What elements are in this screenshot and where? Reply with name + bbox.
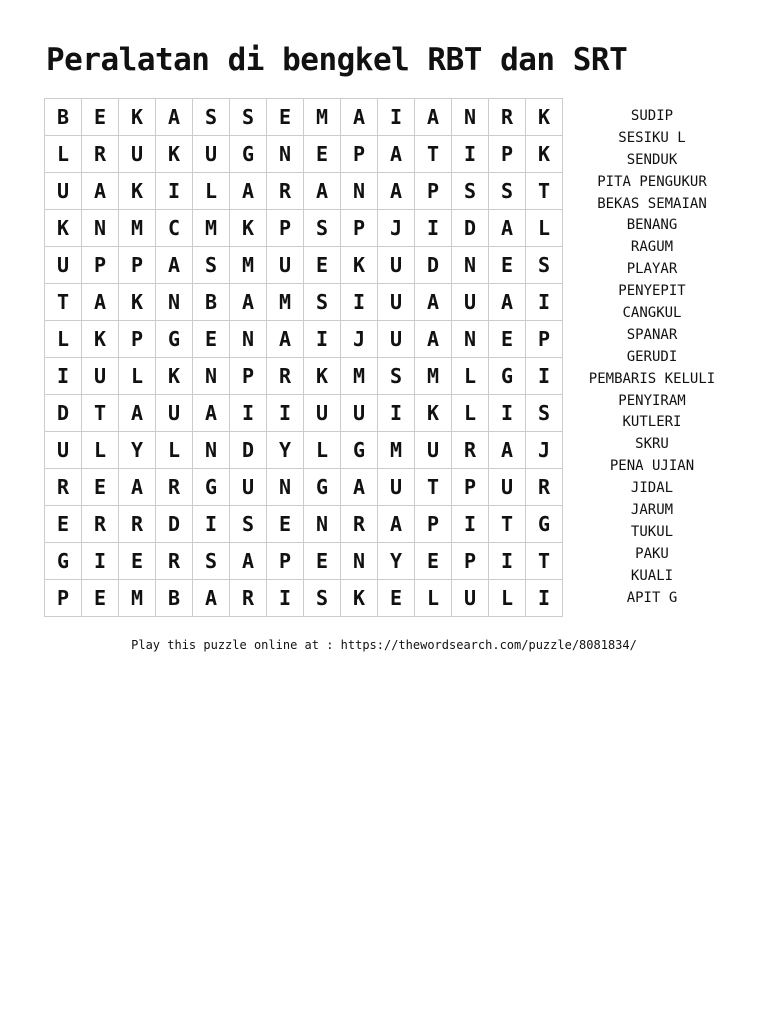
grid-cell: A — [489, 432, 526, 469]
grid-row — [45, 136, 563, 173]
word-list-item: APIT G — [626, 589, 678, 606]
grid-cell: L — [45, 136, 82, 173]
grid-cell: P — [119, 321, 156, 358]
grid-cell: I — [341, 284, 378, 321]
grid-cell: D — [45, 395, 82, 432]
grid-cell: Y — [267, 432, 304, 469]
grid-cell: A — [230, 284, 267, 321]
word-list-item: SUDIP — [630, 108, 674, 124]
grid-cell: R — [526, 469, 563, 506]
page-title: Peralatan di bengkel RBT dan SRT — [46, 42, 628, 78]
word-list-item: GERUDI — [626, 348, 678, 365]
grid-cell: I — [526, 580, 563, 617]
grid-cell: I — [267, 395, 304, 432]
grid-cell: L — [82, 432, 119, 469]
grid-cell: I — [193, 506, 230, 543]
grid-cell: T — [489, 506, 526, 543]
grid-cell: N — [193, 358, 230, 395]
grid-cell: A — [193, 395, 230, 432]
grid-cell: P — [45, 580, 82, 617]
grid-cell: L — [415, 580, 452, 617]
grid-cell: U — [156, 395, 193, 432]
grid-cell: E — [304, 543, 341, 580]
grid-cell: E — [489, 247, 526, 284]
grid-row — [45, 247, 563, 284]
grid-cell: I — [378, 395, 415, 432]
grid-cell: I — [304, 321, 341, 358]
grid-cell: I — [230, 395, 267, 432]
grid-cell: U — [45, 432, 82, 469]
word-list-item: CANGKUL — [622, 305, 682, 322]
grid-cell: E — [82, 469, 119, 506]
grid-cell: U — [45, 247, 82, 284]
grid-cell: J — [341, 321, 378, 358]
grid-cell: U — [415, 432, 452, 469]
grid-cell: G — [193, 469, 230, 506]
grid-cell: I — [489, 395, 526, 432]
grid-cell: A — [156, 247, 193, 284]
grid-cell: S — [526, 395, 563, 432]
grid-cell: A — [378, 136, 415, 173]
grid-cell: N — [82, 210, 119, 247]
grid-cell: N — [304, 506, 341, 543]
grid-cell: E — [378, 580, 415, 617]
grid-cell: R — [45, 469, 82, 506]
grid-cell: U — [45, 173, 82, 210]
grid-cell: R — [489, 99, 526, 136]
grid-cell: S — [378, 358, 415, 395]
grid-cell: B — [193, 284, 230, 321]
grid-cell: E — [267, 506, 304, 543]
grid-cell: P — [230, 358, 267, 395]
grid-cell: A — [341, 469, 378, 506]
grid-cell: R — [452, 432, 489, 469]
grid-cell: T — [415, 469, 452, 506]
grid-cell: U — [452, 580, 489, 617]
grid-cell: S — [489, 173, 526, 210]
grid-cell: S — [304, 284, 341, 321]
word-list-item: PLAYAR — [626, 261, 678, 278]
word-list-item: SESIKU L — [618, 129, 686, 146]
grid-cell: A — [82, 284, 119, 321]
word-list-item: KUALI — [630, 567, 674, 584]
word-list-item: PENA UJIAN — [609, 458, 695, 475]
grid-cell: I — [489, 543, 526, 580]
grid-cell: U — [378, 284, 415, 321]
grid-cell: N — [452, 247, 489, 284]
word-list-item: PAKU — [635, 545, 669, 562]
grid-cell: U — [267, 247, 304, 284]
grid-cell: K — [304, 358, 341, 395]
grid-cell: I — [526, 284, 563, 321]
grid-cell: Y — [119, 432, 156, 469]
grid-cell: U — [452, 284, 489, 321]
grid-cell: U — [230, 469, 267, 506]
grid-cell: A — [415, 321, 452, 358]
grid-cell: G — [304, 469, 341, 506]
grid-cell: I — [45, 358, 82, 395]
grid-cell: A — [193, 580, 230, 617]
grid-cell: T — [82, 395, 119, 432]
word-list-item: RAGUM — [630, 239, 674, 256]
grid-cell: E — [119, 543, 156, 580]
word-list-item: PENYIRAM — [618, 392, 686, 409]
grid-row — [45, 210, 563, 247]
grid-row — [45, 99, 563, 136]
grid-cell: C — [156, 210, 193, 247]
grid-cell: I — [452, 506, 489, 543]
grid-cell: G — [230, 136, 267, 173]
grid-cell: L — [304, 432, 341, 469]
grid-body — [45, 99, 563, 617]
grid-cell: K — [82, 321, 119, 358]
grid-cell: A — [489, 210, 526, 247]
grid-cell: L — [119, 358, 156, 395]
grid-cell: E — [415, 543, 452, 580]
grid-cell: E — [45, 506, 82, 543]
footer-online-link: Play this puzzle online at : https://thewordsearch.com/puzzle/8081834/ — [131, 638, 637, 652]
word-list-item: PITA PENGUKUR — [597, 173, 707, 190]
word-list-item: SPANAR — [626, 326, 678, 343]
grid-cell: A — [415, 99, 452, 136]
grid-cell: P — [82, 247, 119, 284]
grid-cell: G — [489, 358, 526, 395]
grid-cell: M — [193, 210, 230, 247]
grid-cell: A — [378, 506, 415, 543]
grid-cell: R — [267, 173, 304, 210]
grid-cell: A — [230, 543, 267, 580]
grid-cell: J — [378, 210, 415, 247]
grid-cell: N — [267, 469, 304, 506]
grid-cell: P — [415, 506, 452, 543]
grid-cell: P — [489, 136, 526, 173]
grid-cell: U — [378, 469, 415, 506]
grid-cell: T — [526, 173, 563, 210]
grid-cell: P — [267, 543, 304, 580]
grid-cell: P — [341, 136, 378, 173]
grid-cell: T — [526, 543, 563, 580]
word-list-item: BENANG — [626, 217, 678, 234]
grid-cell: N — [193, 432, 230, 469]
word-list — [576, 106, 728, 609]
grid-row — [45, 580, 563, 617]
grid-cell: K — [119, 173, 156, 210]
grid-cell: A — [378, 173, 415, 210]
grid-cell: A — [119, 395, 156, 432]
word-list-item: SENDUK — [626, 151, 678, 168]
grid-cell: I — [452, 136, 489, 173]
grid-cell: U — [304, 395, 341, 432]
grid-cell: K — [230, 210, 267, 247]
grid-cell: E — [489, 321, 526, 358]
grid-row — [45, 432, 563, 469]
grid-cell: M — [119, 210, 156, 247]
grid-cell: M — [378, 432, 415, 469]
grid-cell: K — [119, 99, 156, 136]
grid-cell: U — [341, 395, 378, 432]
grid-cell: A — [304, 173, 341, 210]
word-list-item: JARUM — [630, 502, 674, 519]
grid-cell: M — [341, 358, 378, 395]
grid-cell: I — [156, 173, 193, 210]
grid-cell: I — [526, 358, 563, 395]
grid-cell: M — [415, 358, 452, 395]
grid-cell: S — [193, 99, 230, 136]
grid-cell: K — [341, 580, 378, 617]
grid-cell: R — [156, 469, 193, 506]
grid-cell: U — [378, 321, 415, 358]
grid-cell: P — [526, 321, 563, 358]
grid-cell: S — [193, 247, 230, 284]
grid-cell: L — [45, 321, 82, 358]
grid-row — [45, 506, 563, 543]
grid-cell: M — [304, 99, 341, 136]
word-list-item: JIDAL — [630, 480, 674, 497]
grid-cell: I — [267, 580, 304, 617]
grid-cell: G — [45, 543, 82, 580]
grid-cell: N — [452, 99, 489, 136]
grid-cell: A — [341, 99, 378, 136]
grid-cell: A — [156, 99, 193, 136]
grid-cell: R — [341, 506, 378, 543]
grid-row — [45, 284, 563, 321]
grid-cell: I — [82, 543, 119, 580]
grid-cell: S — [304, 210, 341, 247]
grid-cell: S — [230, 99, 267, 136]
grid-cell: Y — [378, 543, 415, 580]
grid-cell: N — [341, 173, 378, 210]
grid-cell: D — [415, 247, 452, 284]
grid-cell: K — [156, 358, 193, 395]
grid-cell: P — [452, 469, 489, 506]
grid-cell: E — [304, 247, 341, 284]
grid-cell: T — [45, 284, 82, 321]
grid-cell: S — [193, 543, 230, 580]
grid-cell: A — [119, 469, 156, 506]
grid-cell: N — [267, 136, 304, 173]
grid-cell: G — [341, 432, 378, 469]
word-list-item: PEMBARIS KELULI — [588, 370, 716, 387]
grid-cell: U — [82, 358, 119, 395]
grid-cell: K — [526, 99, 563, 136]
grid-cell: J — [526, 432, 563, 469]
grid-cell: P — [119, 247, 156, 284]
grid-cell: M — [230, 247, 267, 284]
grid-cell: L — [526, 210, 563, 247]
grid-cell: I — [378, 99, 415, 136]
word-list-item: BEKAS SEMAIAN — [597, 195, 707, 212]
grid-cell: S — [526, 247, 563, 284]
grid-cell: K — [119, 284, 156, 321]
grid-row — [45, 321, 563, 358]
grid-cell: R — [82, 136, 119, 173]
grid-cell: L — [489, 580, 526, 617]
grid-cell: R — [82, 506, 119, 543]
grid-row — [45, 543, 563, 580]
grid-cell: S — [304, 580, 341, 617]
grid-cell: E — [82, 99, 119, 136]
word-list-item: PENYEPIT — [618, 283, 686, 300]
grid-cell: K — [45, 210, 82, 247]
grid-cell: G — [156, 321, 193, 358]
grid-cell: P — [415, 173, 452, 210]
grid-row — [45, 469, 563, 506]
grid-cell: A — [489, 284, 526, 321]
grid-cell: K — [341, 247, 378, 284]
grid-cell: N — [230, 321, 267, 358]
grid-cell: U — [378, 247, 415, 284]
grid-cell: B — [156, 580, 193, 617]
word-list-item: TUKUL — [630, 523, 674, 540]
grid-cell: K — [415, 395, 452, 432]
grid-cell: K — [526, 136, 563, 173]
grid-cell: R — [156, 543, 193, 580]
grid-cell: N — [452, 321, 489, 358]
grid-cell: B — [45, 99, 82, 136]
grid-cell: P — [267, 210, 304, 247]
grid-cell: P — [341, 210, 378, 247]
grid-cell: G — [526, 506, 563, 543]
grid-cell: D — [452, 210, 489, 247]
grid-cell: A — [230, 173, 267, 210]
grid-cell: R — [119, 506, 156, 543]
grid-cell: A — [415, 284, 452, 321]
grid-cell: E — [304, 136, 341, 173]
grid-cell: E — [82, 580, 119, 617]
grid-cell: R — [230, 580, 267, 617]
grid-cell: M — [267, 284, 304, 321]
grid-cell: A — [267, 321, 304, 358]
grid-cell: L — [452, 358, 489, 395]
word-list-item: SKRU — [635, 436, 669, 453]
grid-cell: N — [156, 284, 193, 321]
grid-row — [45, 358, 563, 395]
grid-cell: D — [230, 432, 267, 469]
grid-cell: U — [193, 136, 230, 173]
word-list-item: KUTLERI — [622, 414, 682, 431]
grid-cell: S — [452, 173, 489, 210]
grid-cell: T — [415, 136, 452, 173]
word-search-grid — [44, 98, 563, 617]
grid-cell: D — [156, 506, 193, 543]
grid-cell: M — [119, 580, 156, 617]
grid-cell: S — [230, 506, 267, 543]
grid-cell: I — [415, 210, 452, 247]
grid-row — [45, 395, 563, 432]
grid-row — [45, 173, 563, 210]
grid-cell: N — [341, 543, 378, 580]
grid-cell: L — [156, 432, 193, 469]
grid-cell: P — [452, 543, 489, 580]
grid-cell: K — [156, 136, 193, 173]
grid-cell: U — [119, 136, 156, 173]
grid-cell: A — [82, 173, 119, 210]
grid-cell: L — [193, 173, 230, 210]
grid-cell: L — [452, 395, 489, 432]
grid-cell: E — [267, 99, 304, 136]
grid-cell: E — [193, 321, 230, 358]
grid-cell: R — [267, 358, 304, 395]
grid-cell: U — [489, 469, 526, 506]
